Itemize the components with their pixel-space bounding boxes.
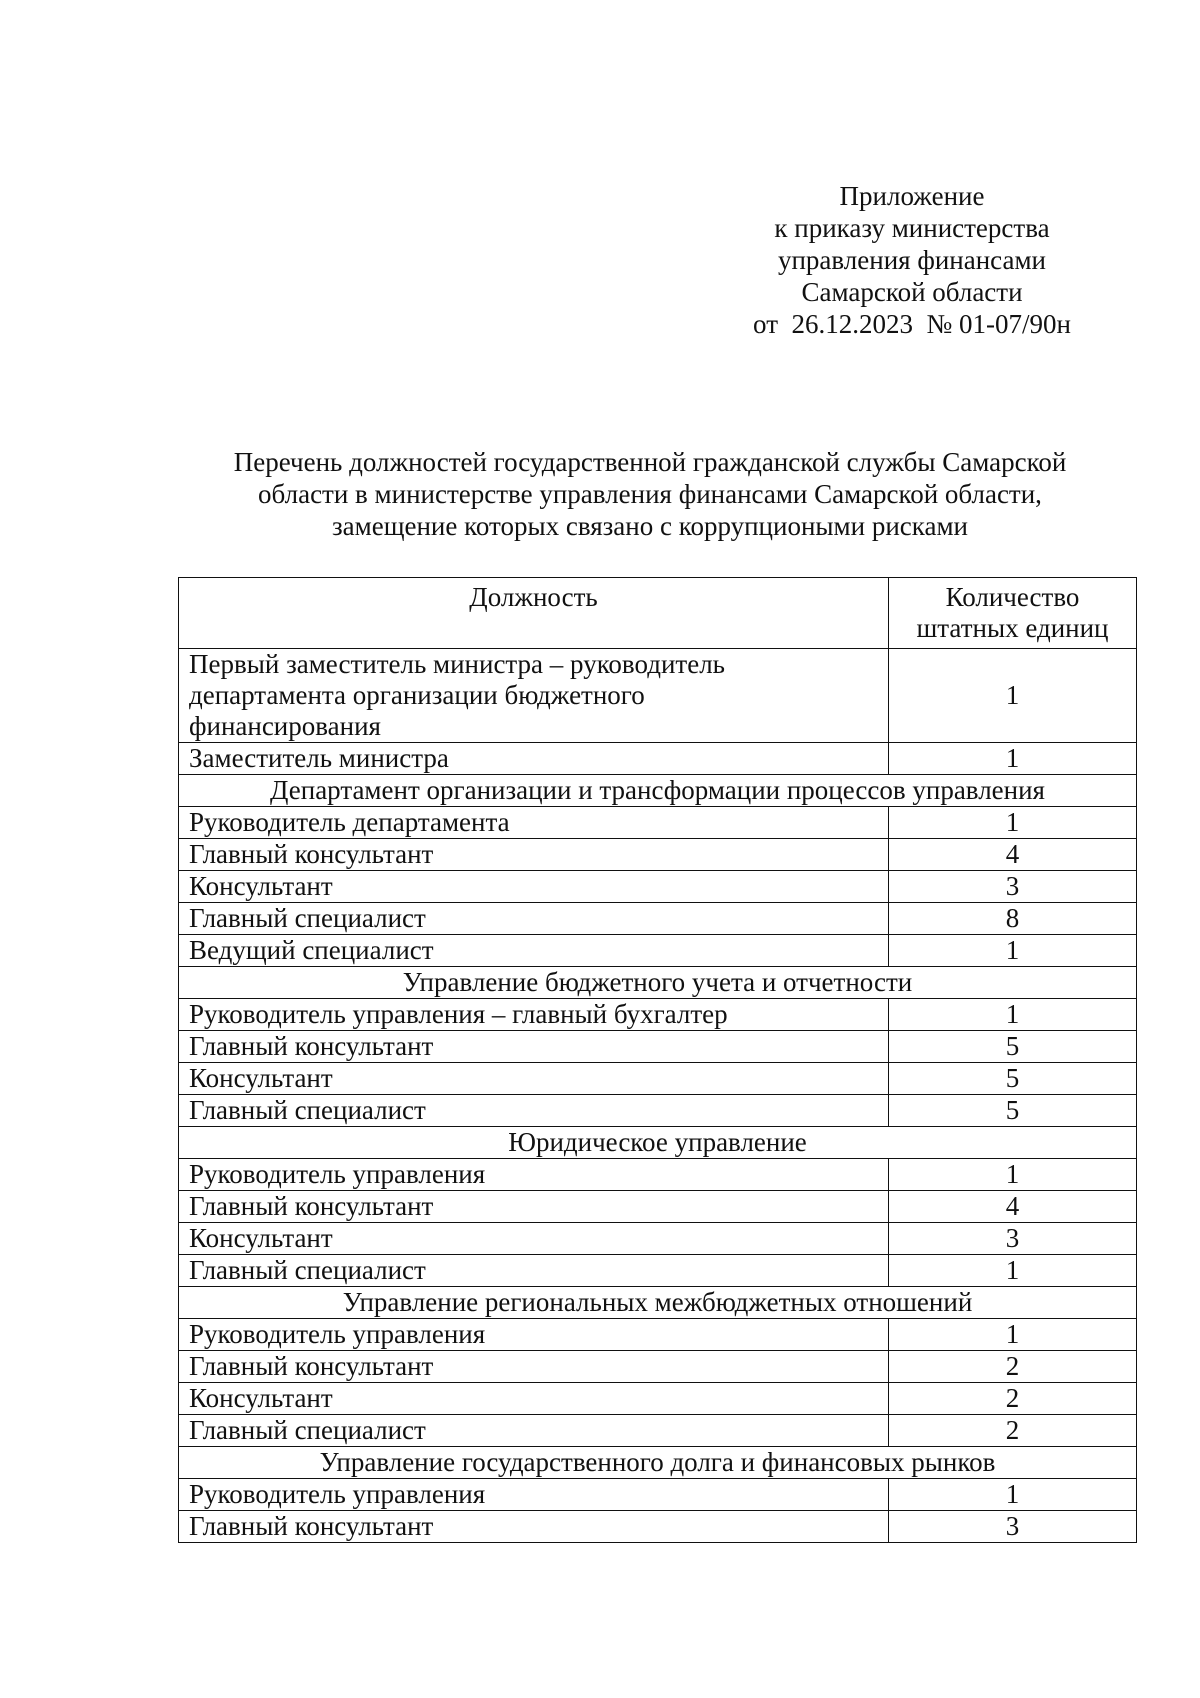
annex-header bbox=[712, 180, 1112, 340]
title-line-1: Перечень должностей государственной гражданской службы Самарской bbox=[233, 447, 1067, 477]
header-position: Должность bbox=[179, 578, 889, 649]
table-row bbox=[179, 1031, 1137, 1063]
position-cell: Консультант bbox=[179, 871, 889, 903]
quantity-cell: 1 bbox=[889, 1319, 1137, 1351]
position-cell: Первый заместитель министра – руководитель департамента организации бюджетного финансирования bbox=[179, 649, 889, 743]
quantity-cell: 3 bbox=[889, 871, 1137, 903]
annex-label: Приложение bbox=[839, 181, 985, 211]
table-row bbox=[179, 1159, 1137, 1191]
position-cell: Главный консультант bbox=[179, 1351, 889, 1383]
position-cell: Заместитель министра bbox=[179, 743, 889, 775]
section-row bbox=[179, 1127, 1137, 1159]
table-row bbox=[179, 1479, 1137, 1511]
annex-date-number: от 26.12.2023 № 01-07/90н bbox=[753, 309, 1071, 339]
title-line-3: замещение которых связано с коррупциоными рисками bbox=[331, 511, 968, 541]
table-row bbox=[179, 743, 1137, 775]
table-row bbox=[179, 935, 1137, 967]
position-cell: Главный специалист bbox=[179, 903, 889, 935]
quantity-cell: 4 bbox=[889, 1191, 1137, 1223]
section-row bbox=[179, 1447, 1137, 1479]
quantity-cell: 8 bbox=[889, 903, 1137, 935]
position-cell: Консультант bbox=[179, 1383, 889, 1415]
table-header-row bbox=[179, 578, 1137, 649]
annex-ministry: управления финансами bbox=[777, 245, 1046, 275]
table-row bbox=[179, 807, 1137, 839]
position-cell: Руководитель управления bbox=[179, 1159, 889, 1191]
quantity-cell: 5 bbox=[889, 1063, 1137, 1095]
table-row bbox=[179, 1223, 1137, 1255]
position-cell: Ведущий специалист bbox=[179, 935, 889, 967]
position-cell: Руководитель департамента bbox=[179, 807, 889, 839]
table-row bbox=[179, 1095, 1137, 1127]
table-row bbox=[179, 1191, 1137, 1223]
quantity-cell: 1 bbox=[889, 807, 1137, 839]
position-cell: Главный консультант bbox=[179, 1511, 889, 1543]
quantity-cell: 4 bbox=[889, 839, 1137, 871]
table-row bbox=[179, 1415, 1137, 1447]
table-row bbox=[179, 1255, 1137, 1287]
section-heading: Управление региональных межбюджетных отношений bbox=[179, 1287, 1137, 1319]
position-cell: Консультант bbox=[179, 1223, 889, 1255]
position-cell: Главный специалист bbox=[179, 1415, 889, 1447]
table-row bbox=[179, 1383, 1137, 1415]
section-heading: Департамент организации и трансформации процессов управления bbox=[179, 775, 1137, 807]
quantity-cell: 5 bbox=[889, 1031, 1137, 1063]
table-row bbox=[179, 1351, 1137, 1383]
section-heading: Управление бюджетного учета и отчетности bbox=[179, 967, 1137, 999]
table-row bbox=[179, 1319, 1137, 1351]
table-row bbox=[179, 999, 1137, 1031]
quantity-cell: 1 bbox=[889, 649, 1137, 743]
table-row bbox=[179, 649, 1137, 743]
position-cell: Руководитель управления – главный бухгалтер bbox=[179, 999, 889, 1031]
table-row bbox=[179, 839, 1137, 871]
positions-table bbox=[178, 577, 1137, 1543]
quantity-cell: 1 bbox=[889, 935, 1137, 967]
quantity-cell: 1 bbox=[889, 999, 1137, 1031]
table-row bbox=[179, 871, 1137, 903]
table-row bbox=[179, 1063, 1137, 1095]
header-quantity: Количество штатных единиц bbox=[889, 578, 1137, 649]
quantity-cell: 2 bbox=[889, 1415, 1137, 1447]
position-cell: Консультант bbox=[179, 1063, 889, 1095]
section-row bbox=[179, 967, 1137, 999]
section-heading: Юридическое управление bbox=[179, 1127, 1137, 1159]
quantity-cell: 5 bbox=[889, 1095, 1137, 1127]
quantity-cell: 3 bbox=[889, 1223, 1137, 1255]
title-line-2: области в министерстве управления финансами Самарской области, bbox=[258, 479, 1042, 509]
document-title bbox=[178, 446, 1122, 542]
section-row bbox=[179, 1287, 1137, 1319]
quantity-cell: 1 bbox=[889, 1255, 1137, 1287]
position-cell: Главный консультант bbox=[179, 1031, 889, 1063]
quantity-cell: 1 bbox=[889, 743, 1137, 775]
position-cell: Главный специалист bbox=[179, 1255, 889, 1287]
annex-order-ref: к приказу министерства bbox=[774, 213, 1050, 243]
position-cell: Главный консультант bbox=[179, 1191, 889, 1223]
section-row bbox=[179, 775, 1137, 807]
position-cell: Главный консультант bbox=[179, 839, 889, 871]
section-heading: Управление государственного долга и финансовых рынков bbox=[179, 1447, 1137, 1479]
position-cell: Руководитель управления bbox=[179, 1319, 889, 1351]
quantity-cell: 3 bbox=[889, 1511, 1137, 1543]
position-cell: Главный специалист bbox=[179, 1095, 889, 1127]
annex-region: Самарской области bbox=[801, 277, 1023, 307]
quantity-cell: 2 bbox=[889, 1351, 1137, 1383]
table-row bbox=[179, 903, 1137, 935]
table-row bbox=[179, 1511, 1137, 1543]
quantity-cell: 1 bbox=[889, 1479, 1137, 1511]
quantity-cell: 1 bbox=[889, 1159, 1137, 1191]
position-cell: Руководитель управления bbox=[179, 1479, 889, 1511]
quantity-cell: 2 bbox=[889, 1383, 1137, 1415]
